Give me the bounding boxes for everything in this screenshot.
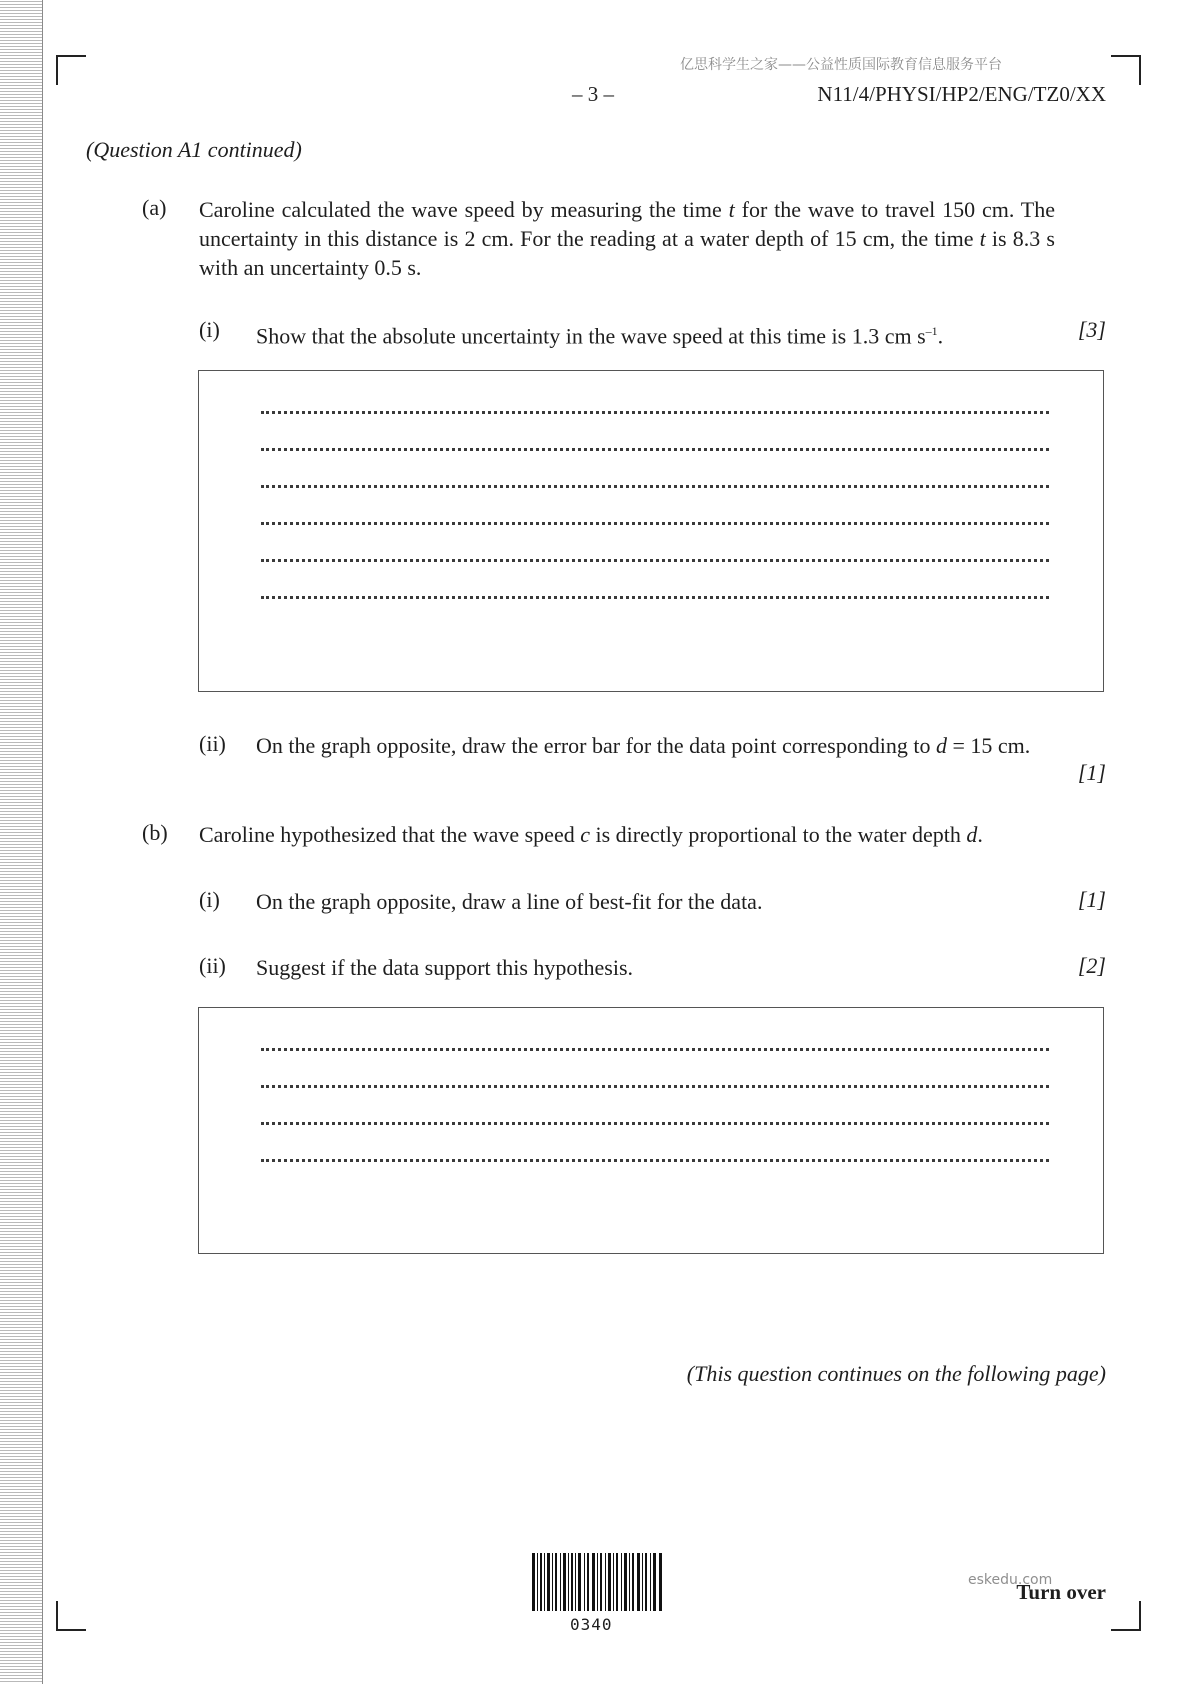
part-a-text: Caroline calculated the wave speed by measuring the time t for the wave to travel 150 cm. The uncertainty in this distance is 2 cm. For the reading at a water depth of 15 cm, the time t is 8.3 s with an uncertainty 0.5 s. bbox=[199, 197, 1056, 280]
part-b-text: Caroline hypothesized that the wave speed c is directly proportional to the water depth d. bbox=[199, 822, 983, 847]
barcode-icon bbox=[532, 1553, 662, 1611]
part-a-i-label: (i) bbox=[199, 317, 220, 342]
part-b-ii-label: (ii) bbox=[199, 953, 226, 978]
page-number: – 3 – bbox=[572, 82, 614, 106]
part-a-ii-marks: [1] bbox=[1077, 760, 1106, 785]
part-b-ii-marks: [2] bbox=[1077, 953, 1106, 978]
answer-line bbox=[261, 596, 1049, 599]
part-a-i-text: Show that the absolute uncertainty in the wave speed at this time is 1.3 cm $s^{-1}$. bbox=[256, 323, 944, 349]
part-b-i-marks: [1] bbox=[1077, 887, 1106, 912]
crop-mark-bottom-left bbox=[56, 1601, 86, 1631]
part-b-i-text: On the graph opposite, draw a line of best-fit for the data. bbox=[256, 889, 763, 914]
question-continued-label: (Question A1 continued) bbox=[86, 137, 302, 162]
answer-line bbox=[261, 411, 1049, 414]
barcode-number: 0340 bbox=[570, 1615, 613, 1634]
part-b-ii-text: Suggest if the data support this hypothesis. bbox=[256, 955, 634, 980]
answer-line bbox=[261, 1085, 1049, 1088]
part-a-ii-text: On the graph opposite, draw the error bar for the data point corresponding to d = 15 cm. bbox=[256, 733, 1031, 758]
part-b-label: (b) bbox=[142, 820, 168, 845]
answer-line bbox=[261, 1159, 1049, 1162]
crop-mark-bottom-right bbox=[1111, 1601, 1141, 1631]
answer-box-b-ii[interactable] bbox=[198, 1007, 1104, 1254]
answer-box-a-i[interactable] bbox=[198, 370, 1104, 692]
watermark-english: eskedu.com bbox=[968, 1572, 1053, 1588]
paper-code: N11/4/PHYSI/HP2/ENG/TZ0/XX bbox=[817, 82, 1106, 106]
answer-line bbox=[261, 1122, 1049, 1125]
continues-note: (This question continues on the following page) bbox=[686, 1361, 1106, 1386]
crop-mark-top-right bbox=[1111, 55, 1141, 85]
part-a-label: (a) bbox=[142, 195, 167, 220]
part-a-ii-label: (ii) bbox=[199, 731, 226, 756]
binding-margin-strip bbox=[0, 0, 43, 1684]
answer-line bbox=[261, 1048, 1049, 1051]
part-a-i-marks: [3] bbox=[1077, 317, 1106, 342]
answer-line bbox=[261, 485, 1049, 488]
part-b-i-label: (i) bbox=[199, 887, 220, 912]
answer-line bbox=[261, 522, 1049, 525]
answer-line bbox=[261, 559, 1049, 562]
turn-over-label: Turn over bbox=[1016, 1580, 1106, 1604]
answer-line bbox=[261, 448, 1049, 451]
watermark-chinese: 亿思科学生之家——公益性质国际教育信息服务平台 bbox=[680, 57, 1002, 73]
crop-mark-top-left bbox=[56, 55, 86, 85]
